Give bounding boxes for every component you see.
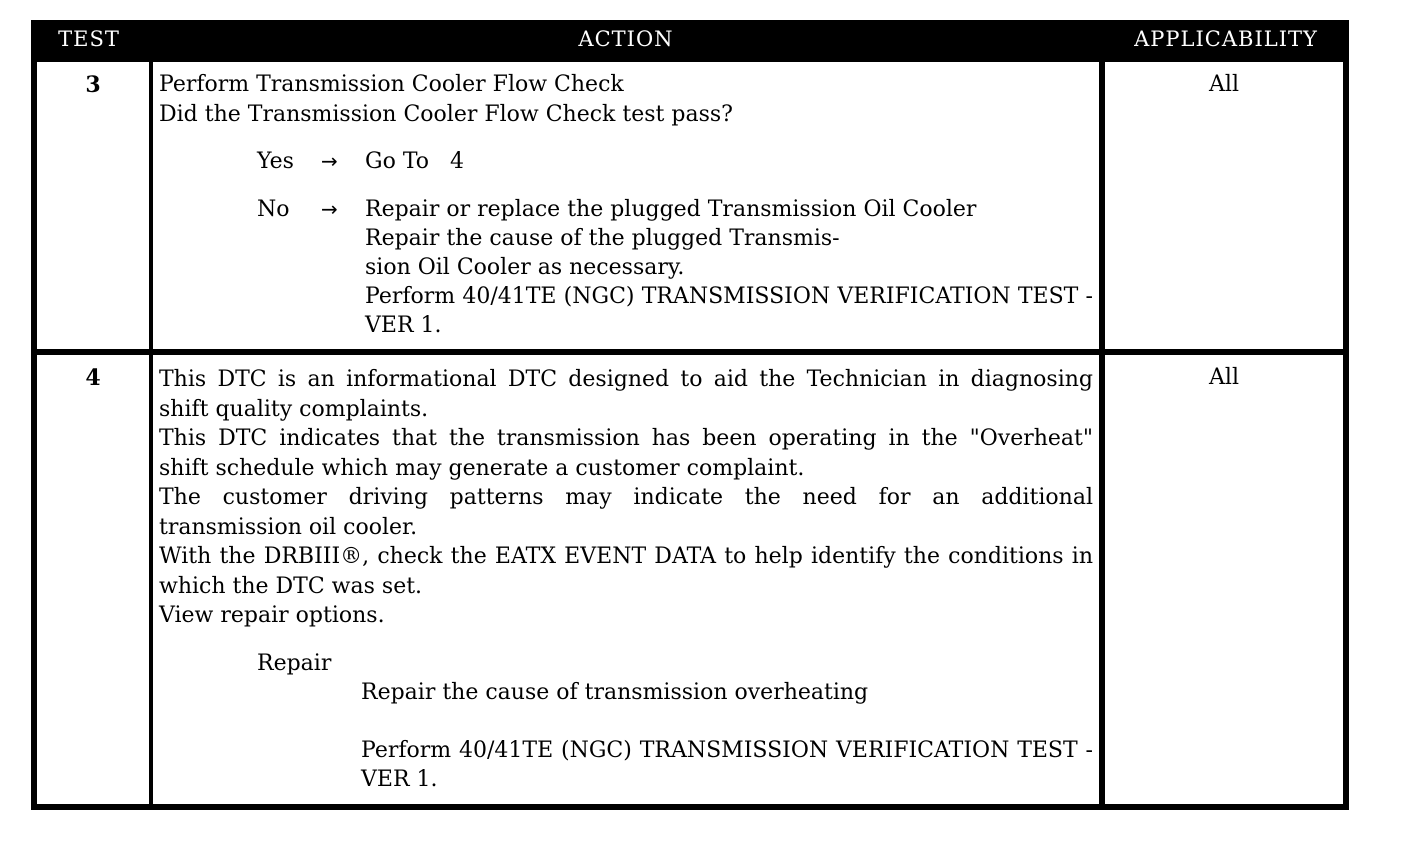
yes-label: Yes: [257, 149, 294, 174]
arrow-right-icon: →: [321, 149, 338, 173]
yes-target: Go To 4: [365, 149, 464, 174]
action-line: Perform Transmission Cooler Flow Check: [159, 72, 624, 97]
row-4-action: [153, 355, 1099, 804]
row-4-test-number: 4: [37, 355, 149, 804]
no-branch: [153, 195, 1099, 340]
row-3-applicability: All: [1105, 62, 1343, 349]
no-action-line: Perform 40/41TE (NGC) TRANSMISSION VERIFICATION TEST - VER 1.: [365, 284, 1093, 338]
header-test: TEST: [58, 27, 120, 51]
arrow-right-icon: →: [321, 197, 338, 221]
action-line: Did the Transmission Cooler Flow Check test pass?: [159, 101, 733, 127]
header-applicability: APPLICABILITY: [1134, 27, 1318, 51]
action-paragraph: With the DRBIII®, check the EATX EVENT DATA to help identify the conditions in which the DTC was set.: [159, 544, 1093, 599]
diagnostic-table: [31, 20, 1349, 810]
header-action: ACTION: [578, 27, 674, 51]
action-paragraph: This DTC is an informational DTC designed to aid the Technician in diagnosing shift quality complaints.: [159, 367, 1093, 422]
no-action-line: Repair or replace the plugged Transmission Oil Cooler: [365, 197, 977, 222]
action-paragraph: The customer driving patterns may indicate the need for an additional transmission oil cooler.: [159, 485, 1093, 540]
row-4-applicability: All: [1105, 355, 1343, 804]
repair-label: Repair: [257, 650, 332, 676]
row-3-test-number: 3: [37, 62, 149, 349]
no-action-line: sion Oil Cooler as necessary.: [365, 255, 685, 280]
action-paragraph: View repair options.: [159, 603, 385, 628]
no-label: No: [257, 197, 290, 222]
row-3-action: [153, 62, 1099, 349]
no-action-line: Repair the cause of the plugged Transmis-: [365, 226, 840, 251]
action-paragraph: This DTC indicates that the transmission has been operating in the "Overheat" shift schedule which may generate a customer complaint.: [159, 426, 1093, 481]
repair-line: Perform 40/41TE (NGC) TRANSMISSION VERIFICATION TEST - VER 1.: [361, 737, 1093, 792]
repair-line: Repair the cause of transmission overheating: [361, 679, 869, 705]
yes-branch: [153, 147, 1099, 176]
